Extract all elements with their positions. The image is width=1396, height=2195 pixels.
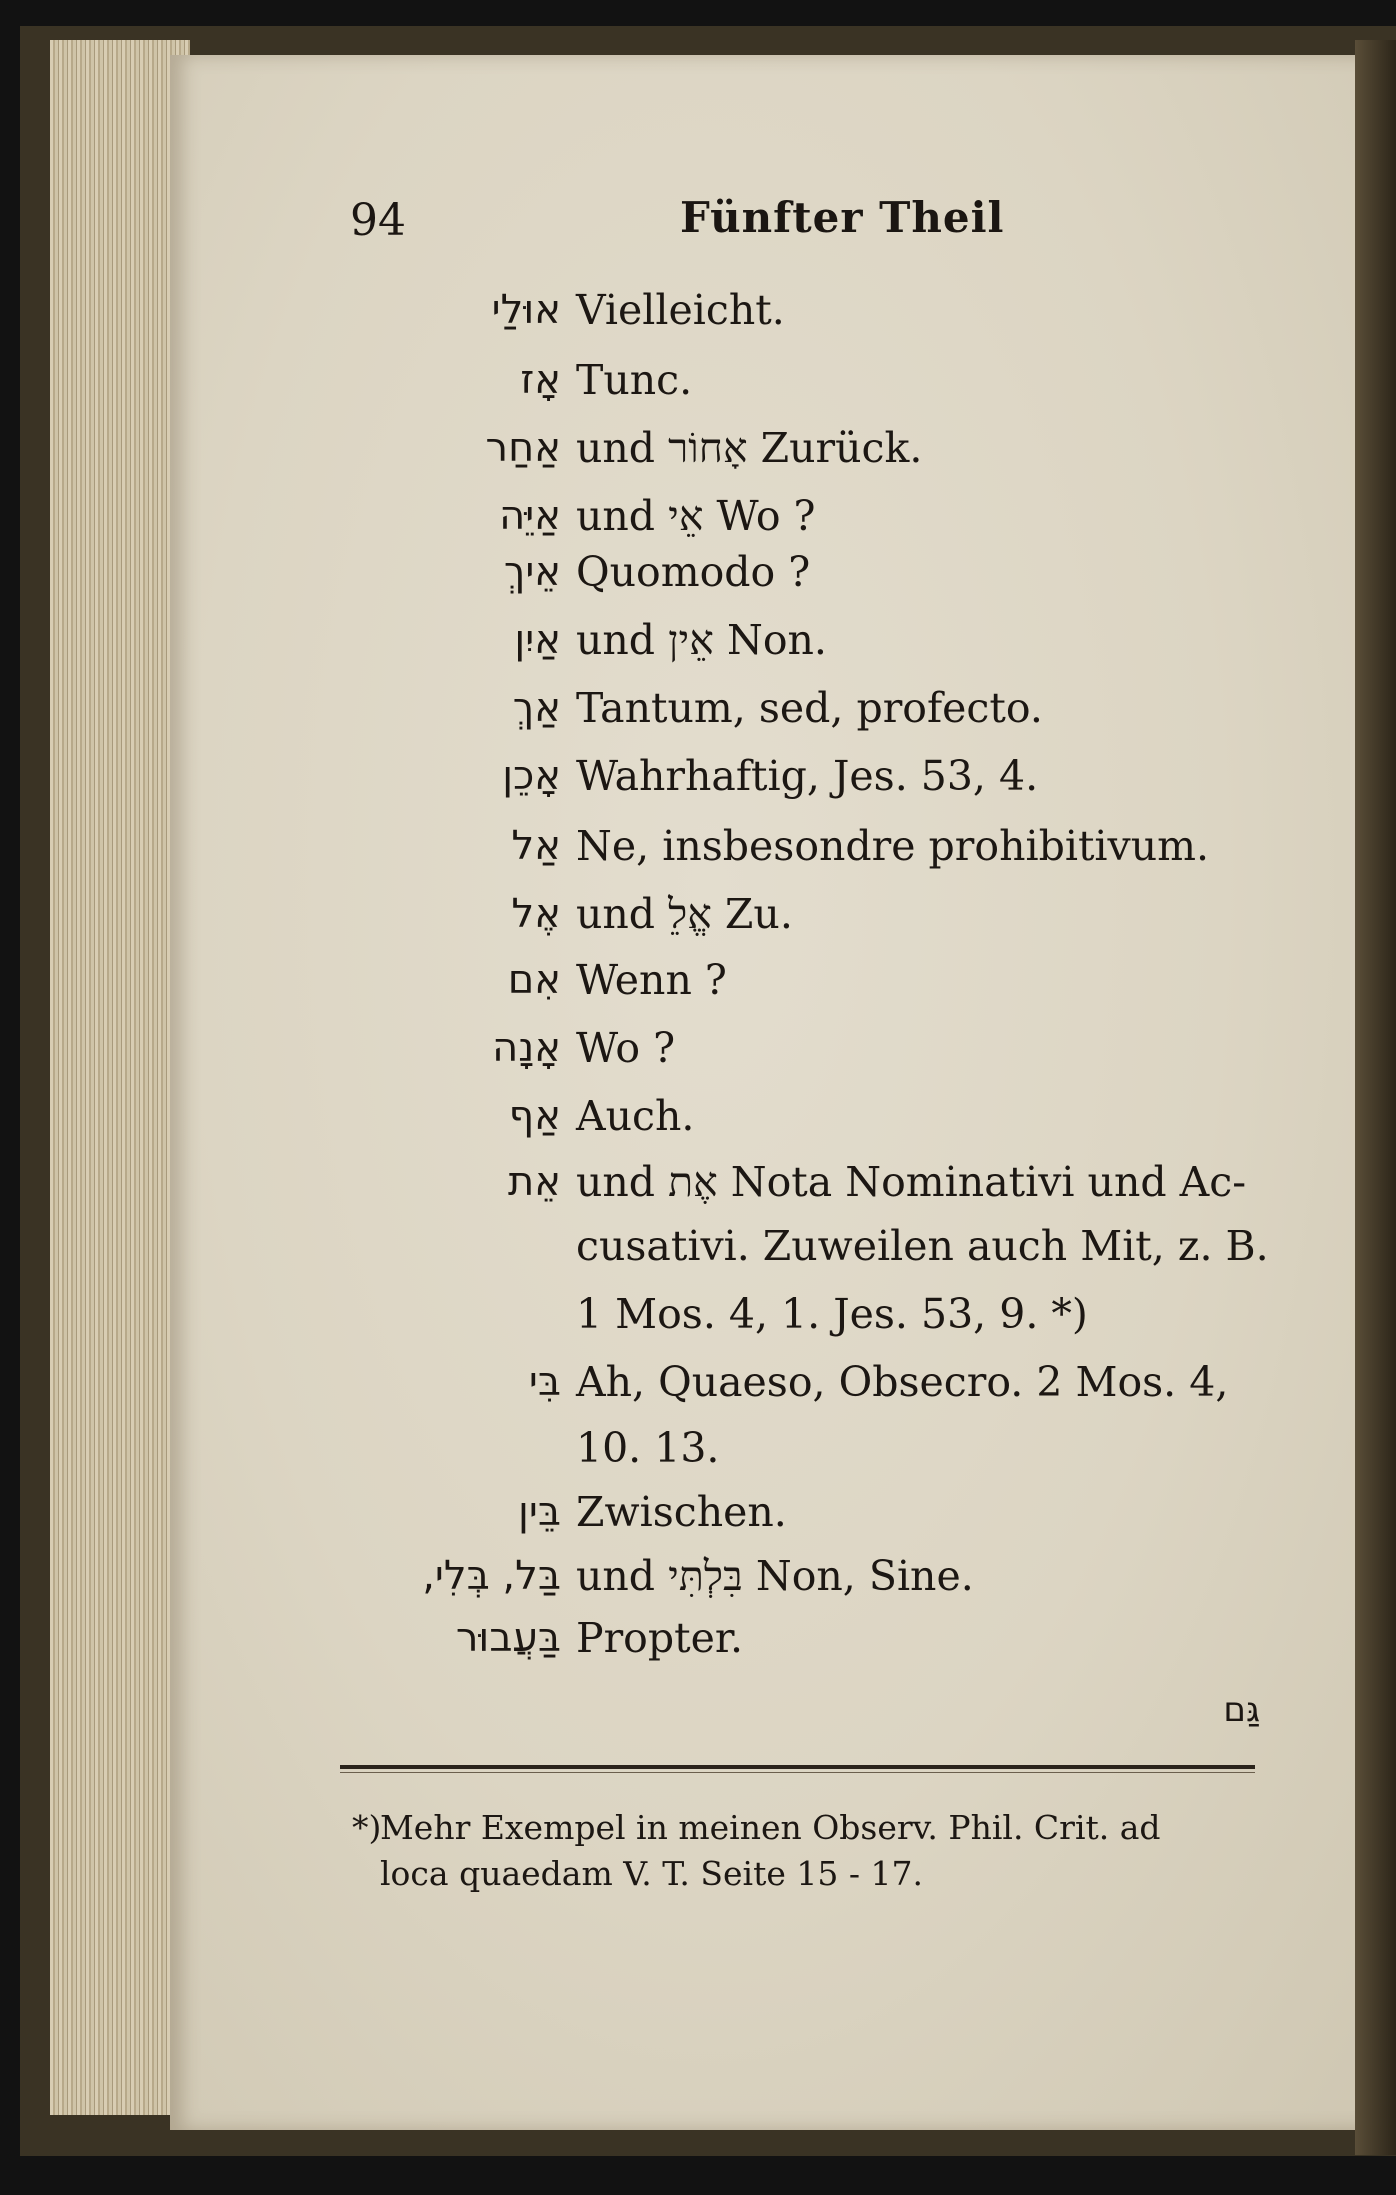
hebrew-word: אָכֵן — [502, 753, 561, 799]
footnote-line: Mehr Exempel in meinen Observ. Phil. Crit. ad — [380, 1808, 1161, 1847]
hebrew-word: אִם — [507, 957, 561, 1003]
footnote-rule-thin — [340, 1772, 1255, 1773]
hebrew-word: אָנָה — [492, 1025, 561, 1071]
hebrew-word: אֵיךְ — [503, 549, 561, 595]
footnote-mark: *) — [352, 1808, 382, 1847]
gloss: Tunc. — [576, 356, 693, 404]
hebrew-word: אָז — [520, 357, 561, 403]
gloss: Wahrhaftig, Jes. 53, 4. — [576, 752, 1039, 800]
footnote-line: loca quaedam V. T. Seite 15 - 17. — [380, 1854, 923, 1893]
book-gutter — [1355, 40, 1396, 2155]
hebrew-word: אַחַר — [485, 425, 561, 471]
hebrew-word: אֵת — [507, 1159, 561, 1205]
gloss-continuation-line: 10. 13. — [576, 1424, 720, 1472]
running-head: Fünfter Theil — [680, 193, 1005, 242]
hebrew-word: אַךְ — [512, 685, 561, 731]
hebrew-word: בִּי — [528, 1359, 561, 1405]
gloss: Zwischen. — [576, 1488, 787, 1536]
page-header — [350, 195, 1070, 265]
gloss: Propter. — [576, 1614, 743, 1662]
hebrew-word: אוּלַי — [491, 287, 561, 333]
hebrew-word: אַיֵּה — [499, 493, 561, 539]
gloss-continuation-line: cusativi. Zuweilen auch Mit, z. B. — [576, 1222, 1269, 1270]
gloss: und אָחוֹר Zurück. — [576, 424, 923, 472]
hebrew-word: בַּל, בְּלִי, — [422, 1553, 561, 1599]
page-number: 94 — [350, 195, 406, 246]
gloss: Tantum, sed, profecto. — [576, 684, 1043, 732]
footnote — [352, 1805, 1260, 1897]
footnote-rule — [340, 1765, 1255, 1769]
hebrew-word: אַף — [508, 1093, 561, 1139]
gloss: Wo ? — [576, 1024, 676, 1072]
gloss: Auch. — [576, 1092, 695, 1140]
hebrew-word: אַל — [511, 823, 561, 869]
gloss: Wenn ? — [576, 956, 727, 1004]
gloss-continuation-line: 1 Mos. 4, 1. Jes. 53, 9. *) — [576, 1290, 1088, 1338]
gloss: und אֵי Wo ? — [576, 492, 816, 540]
gloss: und בִּלְתִּי Non, Sine. — [576, 1552, 974, 1600]
catchword: גַּם — [1223, 1690, 1260, 1730]
gloss: Vielleicht. — [576, 286, 785, 334]
gloss: und אֶת Nota Nominativi und Ac- — [576, 1158, 1247, 1206]
hebrew-word: בֵּין — [518, 1489, 561, 1535]
gloss: und אֵין Non. — [576, 616, 827, 664]
gloss: Ne, insbesondre prohibitivum. — [576, 822, 1210, 870]
gloss: Quomodo ? — [576, 548, 811, 596]
hebrew-word: אַיִן — [514, 617, 561, 663]
gloss: Ah, Quaeso, Obsecro. 2 Mos. 4, — [576, 1358, 1229, 1406]
hebrew-word: אֶל — [511, 891, 561, 937]
gloss: und אֱלֵ Zu. — [576, 890, 793, 938]
hebrew-word: בַּעֲבוּר — [455, 1615, 561, 1661]
page-edges — [50, 40, 190, 2115]
